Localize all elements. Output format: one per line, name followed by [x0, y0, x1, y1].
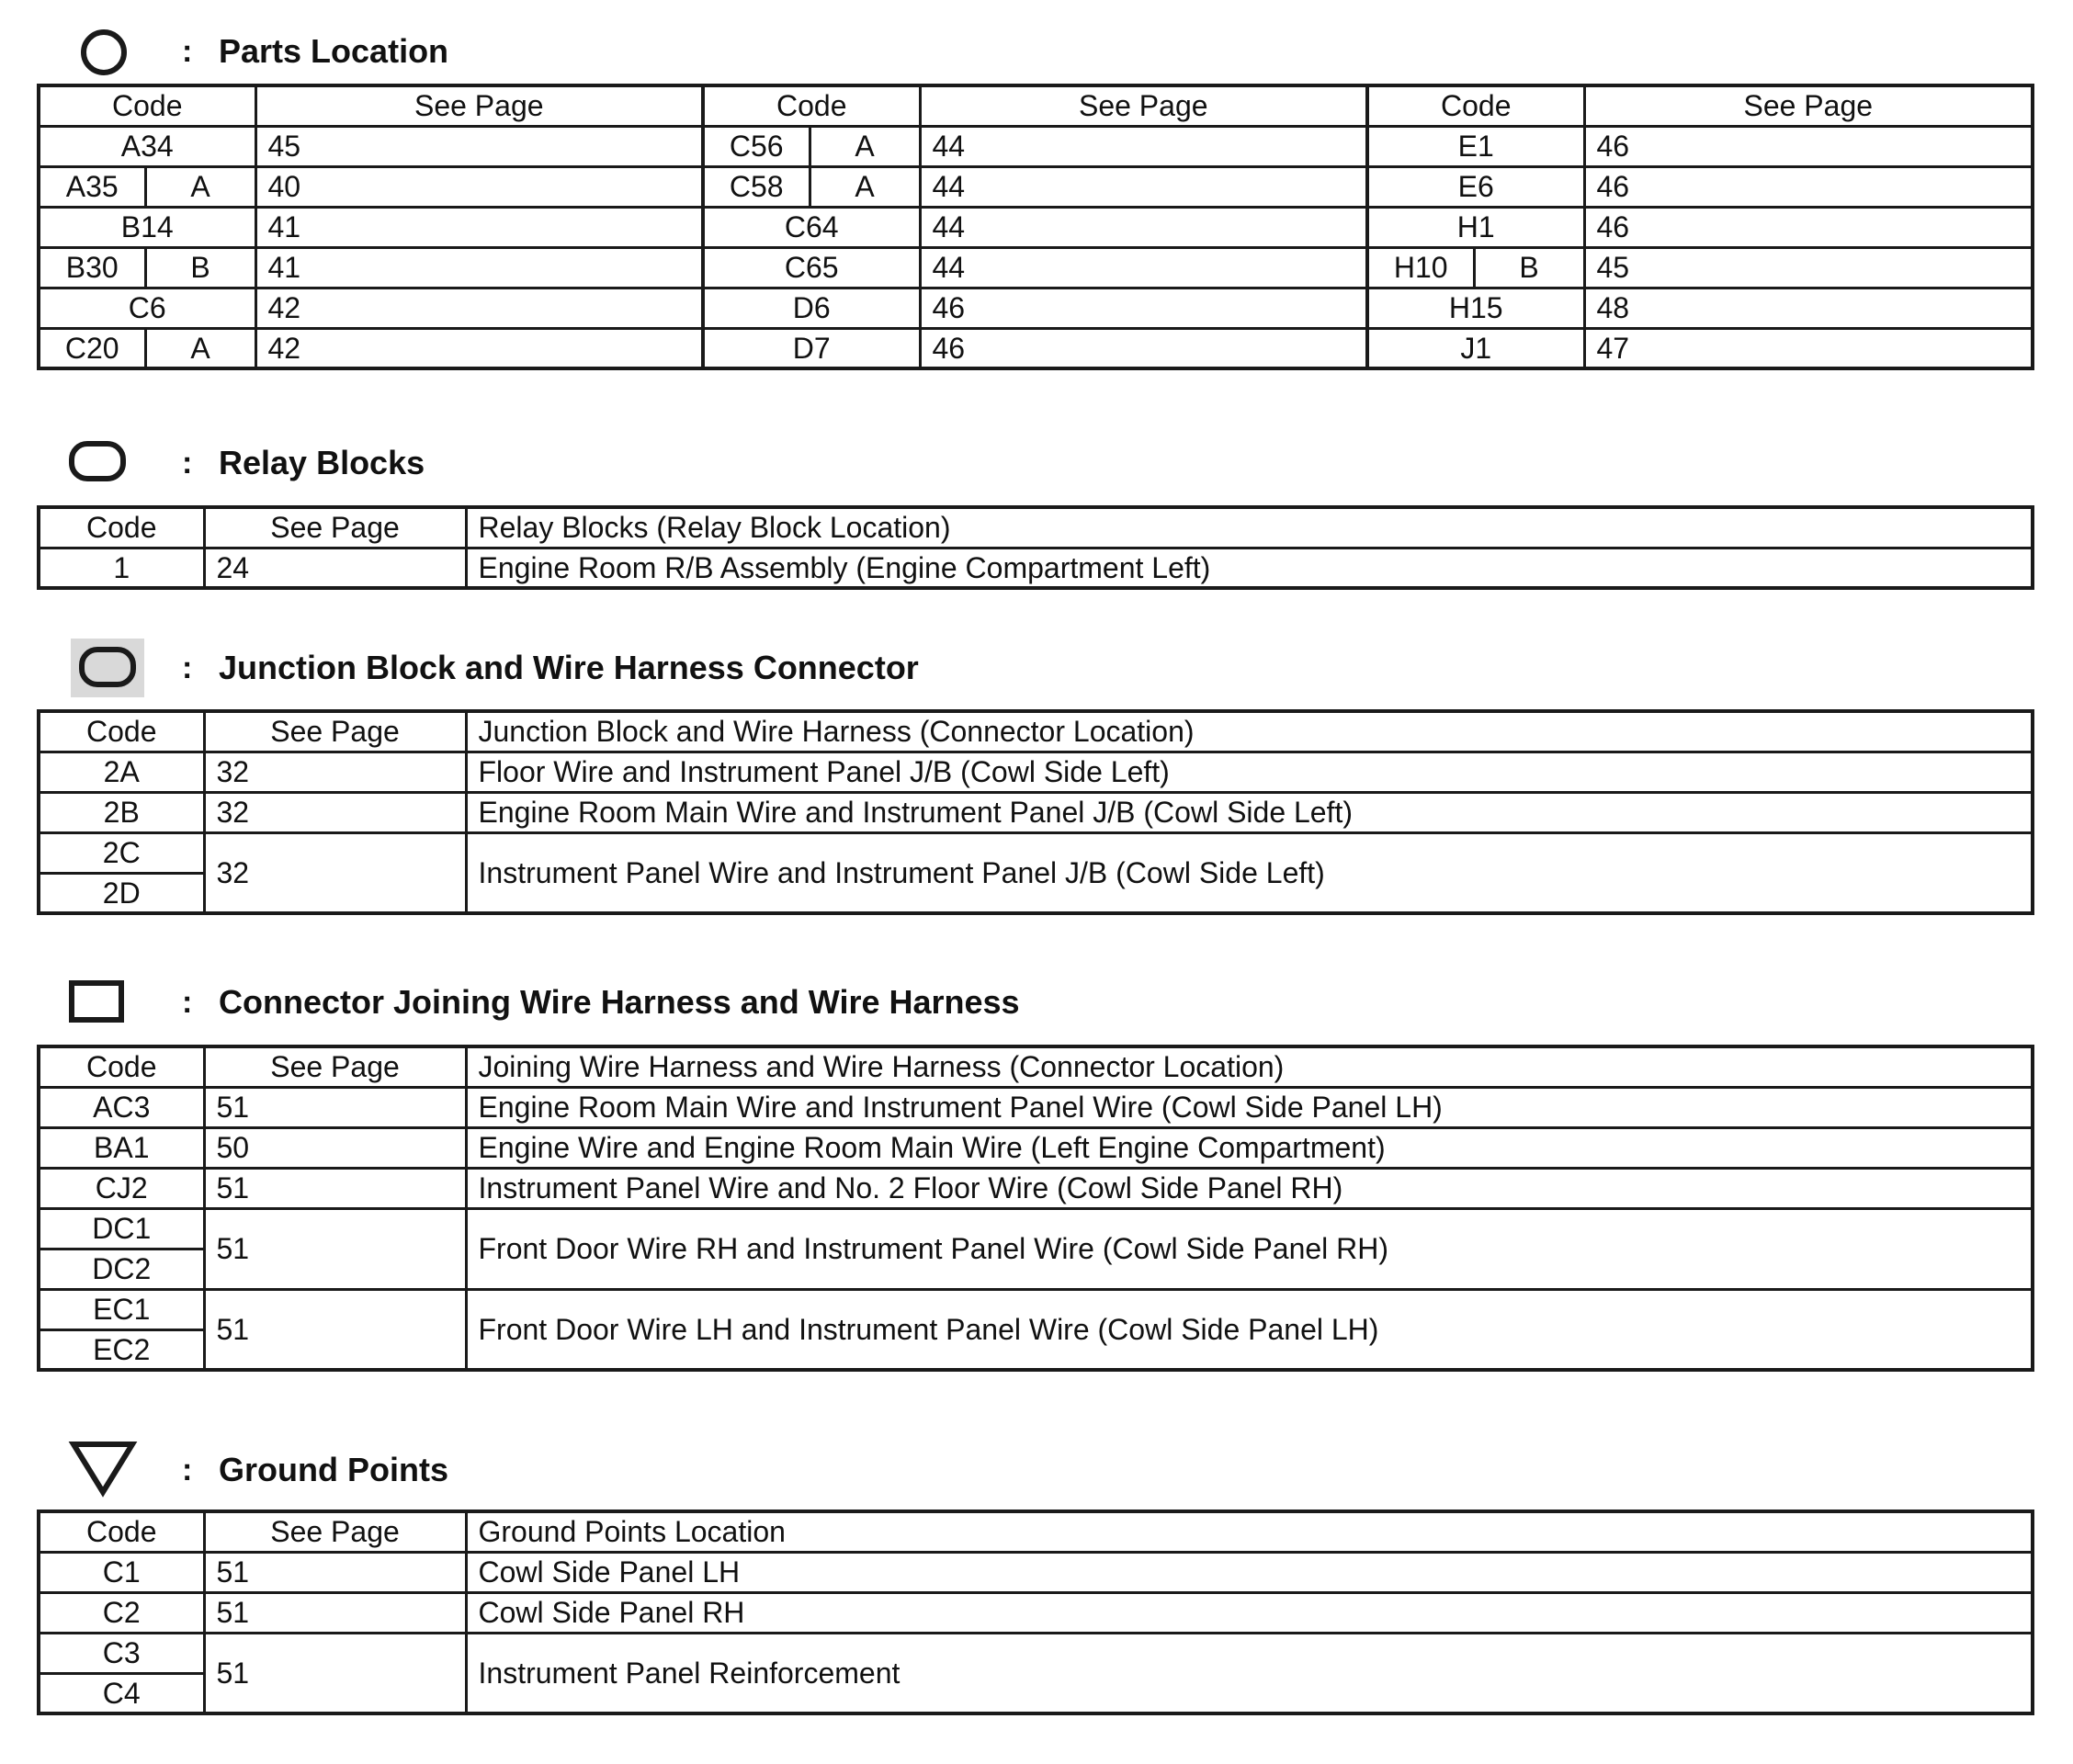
table-row	[39, 1289, 2033, 1329]
table-header-row	[39, 711, 2033, 752]
code-header: Code	[39, 711, 204, 752]
description-header: Relay Blocks (Relay Block Location)	[466, 507, 2033, 548]
description-cell: Floor Wire and Instrument Panel J/B (Cowl Side Left)	[466, 752, 2033, 792]
code-cell: 2D	[39, 873, 204, 913]
table-row	[39, 752, 2033, 792]
table-row	[39, 1168, 2033, 1208]
code-cell: AC3	[39, 1087, 204, 1127]
code-cell: 2A	[39, 752, 204, 792]
connector-suffix-cell: B	[1474, 247, 1584, 288]
page-cell: 45	[1584, 247, 2033, 288]
code-cell: DC2	[39, 1249, 204, 1289]
code-cell: D6	[703, 288, 920, 328]
code-cell: EC1	[39, 1289, 204, 1329]
code-cell: H15	[1367, 288, 1584, 328]
page-cell: 51	[204, 1087, 466, 1127]
connector-suffix-cell: A	[810, 166, 920, 207]
table-row	[39, 1592, 2033, 1633]
code-header: Code	[1367, 85, 1584, 126]
page-cell: 48	[1584, 288, 2033, 328]
table-row	[39, 1633, 2033, 1673]
page-cell: 40	[255, 166, 703, 207]
description-cell: Engine Wire and Engine Room Main Wire (Left Engine Compartment)	[466, 1127, 2033, 1168]
code-cell: C20	[39, 328, 145, 368]
relay-blocks-table	[37, 505, 2034, 590]
page-cell: 50	[204, 1127, 466, 1168]
table-row	[39, 832, 2033, 873]
junction-block-table	[37, 709, 2034, 915]
code-cell: C58	[703, 166, 810, 207]
code-cell: 2B	[39, 792, 204, 832]
see-page-header: See Page	[255, 85, 703, 126]
section-title: Ground Points	[219, 1451, 448, 1488]
code-cell: C6	[39, 288, 255, 328]
code-cell: B30	[39, 247, 145, 288]
colon: :	[182, 650, 193, 685]
page-cell: 44	[920, 247, 1367, 288]
code-cell: 2C	[39, 832, 204, 873]
connector-suffix-cell: A	[145, 328, 255, 368]
description-cell: Engine Room R/B Assembly (Engine Compartment Left)	[466, 548, 2033, 588]
see-page-header: See Page	[204, 1511, 466, 1552]
table-row	[39, 207, 2033, 247]
see-page-header: See Page	[204, 507, 466, 548]
page-cell: 45	[255, 126, 703, 166]
description-header: Ground Points Location	[466, 1511, 2033, 1552]
code-cell: DC1	[39, 1208, 204, 1249]
table-row	[39, 792, 2033, 832]
page-cell: 44	[920, 207, 1367, 247]
page-cell: 46	[1584, 166, 2033, 207]
description-cell: Engine Room Main Wire and Instrument Panel Wire (Cowl Side Panel LH)	[466, 1087, 2033, 1127]
connector-suffix-cell: B	[145, 247, 255, 288]
code-cell: C65	[703, 247, 920, 288]
page-cell: 44	[920, 126, 1367, 166]
page-cell: 51	[204, 1552, 466, 1592]
code-header: Code	[39, 1046, 204, 1087]
table-header-row	[39, 1046, 2033, 1087]
section-title: Relay Blocks	[219, 444, 425, 481]
page-cell: 51	[204, 1633, 466, 1713]
code-cell: H10	[1367, 247, 1474, 288]
table-row	[39, 166, 2033, 207]
circle-icon	[79, 28, 129, 77]
table-row	[39, 288, 2033, 328]
code-cell: E6	[1367, 166, 1584, 207]
see-page-header: See Page	[1584, 85, 2033, 126]
description-cell: Cowl Side Panel LH	[466, 1552, 2033, 1592]
colon: :	[182, 985, 193, 1020]
page-cell: 47	[1584, 328, 2033, 368]
code-cell: EC2	[39, 1329, 204, 1370]
colon: :	[182, 446, 193, 481]
page-cell: 32	[204, 752, 466, 792]
code-cell: A35	[39, 166, 145, 207]
description-cell: Instrument Panel Wire and Instrument Panel J/B (Cowl Side Left)	[466, 832, 2033, 913]
code-cell: BA1	[39, 1127, 204, 1168]
table-row	[39, 1087, 2033, 1127]
page-cell: 41	[255, 247, 703, 288]
code-cell: H1	[1367, 207, 1584, 247]
page-cell: 42	[255, 328, 703, 368]
code-cell: C56	[703, 126, 810, 166]
page-cell: 32	[204, 792, 466, 832]
code-cell: C3	[39, 1633, 204, 1673]
code-cell: C1	[39, 1552, 204, 1592]
page-cell: 41	[255, 207, 703, 247]
code-header: Code	[39, 507, 204, 548]
page-cell: 32	[204, 832, 466, 913]
description-cell: Engine Room Main Wire and Instrument Panel J/B (Cowl Side Left)	[466, 792, 2033, 832]
description-cell: Cowl Side Panel RH	[466, 1592, 2033, 1633]
page-cell: 51	[204, 1592, 466, 1633]
code-header: Code	[39, 1511, 204, 1552]
table-row	[39, 548, 2033, 588]
page-cell: 51	[204, 1208, 466, 1289]
page-cell: 46	[1584, 126, 2033, 166]
table-row	[39, 247, 2033, 288]
connector-suffix-cell: A	[145, 166, 255, 207]
code-header: Code	[39, 85, 255, 126]
page-cell: 46	[920, 288, 1367, 328]
table-row	[39, 126, 2033, 166]
section-title: Connector Joining Wire Harness and Wire Harness	[219, 983, 1020, 1021]
ground-points-table	[37, 1510, 2034, 1715]
page-cell: 46	[1584, 207, 2033, 247]
code-cell: C64	[703, 207, 920, 247]
description-header: Joining Wire Harness and Wire Harness (Connector Location)	[466, 1046, 2033, 1087]
code-cell: J1	[1367, 328, 1584, 368]
table-header-row	[39, 1511, 2033, 1552]
code-cell: 1	[39, 548, 204, 588]
rounded-rect-icon	[68, 438, 129, 486]
page-cell: 51	[204, 1289, 466, 1370]
description-cell: Instrument Panel Reinforcement	[466, 1633, 2033, 1713]
code-cell: C2	[39, 1592, 204, 1633]
see-page-header: See Page	[204, 711, 466, 752]
description-cell: Front Door Wire RH and Instrument Panel Wire (Cowl Side Panel RH)	[466, 1208, 2033, 1289]
code-cell: A34	[39, 126, 255, 166]
section-title: Parts Location	[219, 32, 449, 70]
parts-location-table	[37, 84, 2034, 370]
table-row	[39, 1127, 2033, 1168]
connector-suffix-cell: A	[810, 126, 920, 166]
colon: :	[182, 34, 193, 69]
description-cell: Front Door Wire LH and Instrument Panel Wire (Cowl Side Panel LH)	[466, 1289, 2033, 1370]
page-cell: 42	[255, 288, 703, 328]
table-row	[39, 1208, 2033, 1249]
table-header-row	[39, 507, 2033, 548]
code-cell: E1	[1367, 126, 1584, 166]
table-row	[39, 328, 2033, 368]
page-cell: 24	[204, 548, 466, 588]
table-header-row	[39, 85, 2033, 126]
page-cell: 51	[204, 1168, 466, 1208]
code-cell: C4	[39, 1673, 204, 1713]
section-title: Junction Block and Wire Harness Connector	[219, 649, 919, 686]
description-cell: Instrument Panel Wire and No. 2 Floor Wire (Cowl Side Panel RH)	[466, 1168, 2033, 1208]
description-header: Junction Block and Wire Harness (Connector Location)	[466, 711, 2033, 752]
code-cell: D7	[703, 328, 920, 368]
see-page-header: See Page	[920, 85, 1367, 126]
code-cell: CJ2	[39, 1168, 204, 1208]
colon: :	[182, 1453, 193, 1487]
see-page-header: See Page	[204, 1046, 466, 1087]
table-row	[39, 1552, 2033, 1592]
triangle-down-icon	[68, 1439, 138, 1498]
code-cell: B14	[39, 207, 255, 247]
rectangle-icon	[68, 978, 129, 1026]
connector-joining-table	[37, 1045, 2034, 1372]
page-cell: 46	[920, 328, 1367, 368]
code-header: Code	[703, 85, 920, 126]
shaded-rounded-rect-icon	[71, 639, 144, 697]
page-cell: 44	[920, 166, 1367, 207]
